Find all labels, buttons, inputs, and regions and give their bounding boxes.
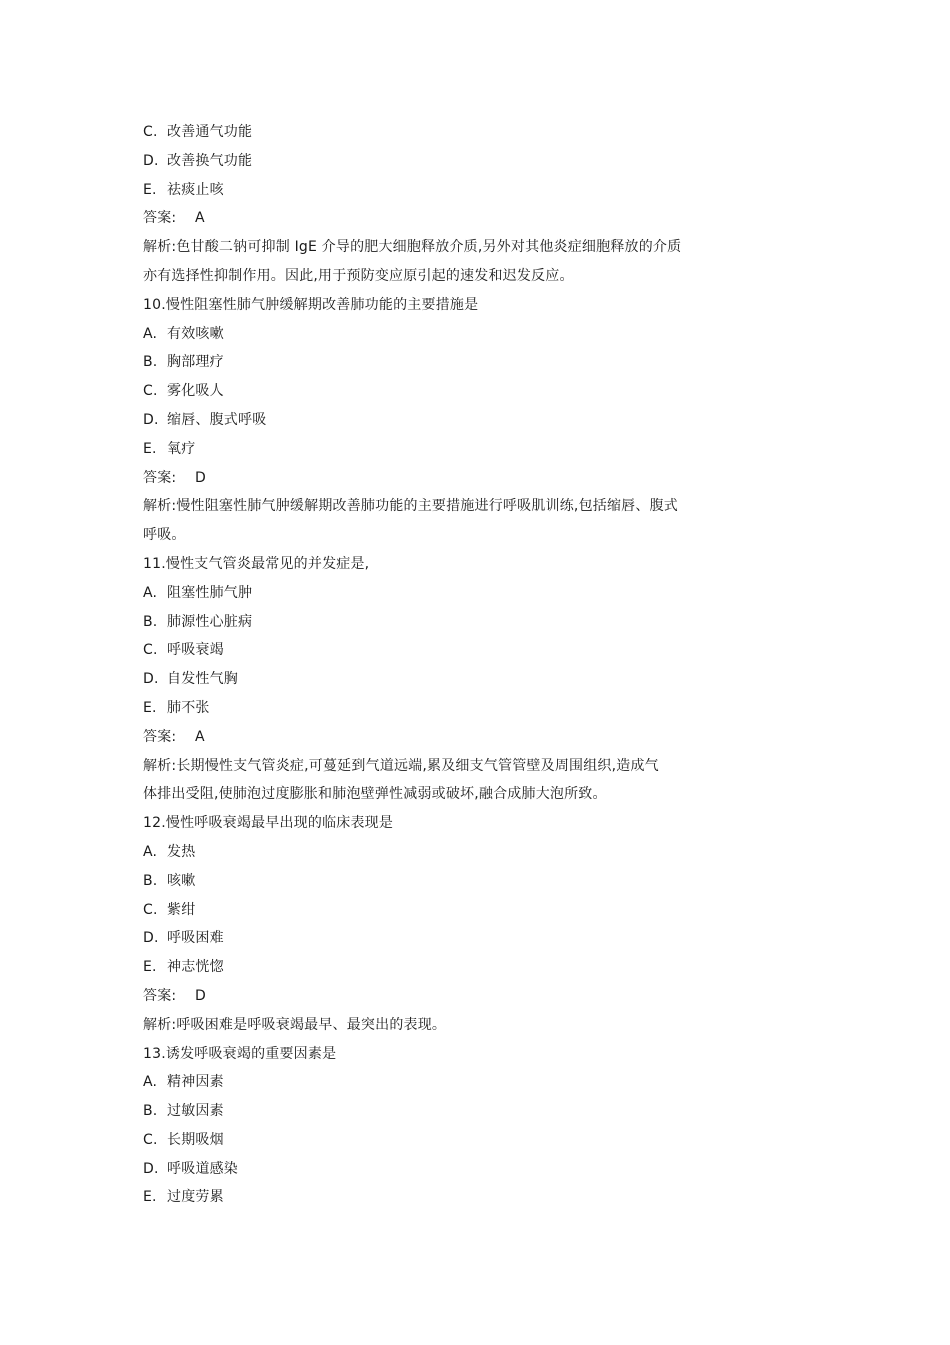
option-letter: D. — [143, 152, 159, 169]
explanation-line: 解析:呼吸困难是呼吸衰竭最早、最突出的表现。 — [143, 1016, 447, 1033]
question-stem: 10.慢性阻塞性肺气肿缓解期改善肺功能的主要措施是 — [143, 296, 479, 313]
answer-option — [143, 176, 763, 205]
option-text: 神志恍惚 — [167, 959, 224, 976]
answer-option — [143, 1068, 763, 1097]
answer-line — [143, 982, 763, 1011]
answer-option — [143, 1155, 763, 1184]
answer-value: A — [195, 210, 205, 227]
explanation-line: 呼吸。 — [143, 527, 186, 544]
explanation-line: 亦有选择性抑制作用。因此,用于预防变应原引起的速发和迟发反应。 — [143, 267, 574, 284]
option-letter: B. — [143, 872, 158, 889]
question-content — [143, 118, 763, 1212]
option-letter: D. — [143, 1160, 159, 1177]
option-text: 过敏因素 — [167, 1103, 224, 1120]
answer-option — [143, 665, 763, 694]
explanation-line: 解析:长期慢性支气管炎症,可蔓延到气道远端,累及细支气管管壁及周围组织,造成气 — [143, 757, 659, 774]
answer-option — [143, 1097, 763, 1126]
option-letter: D. — [143, 411, 159, 428]
answer-option — [143, 1183, 763, 1212]
option-text: 发热 — [167, 843, 196, 860]
option-letter: E. — [143, 440, 157, 457]
option-text: 雾化吸人 — [167, 383, 224, 400]
option-letter: C. — [143, 1131, 158, 1148]
explanation-line: 解析:色甘酸二钠可抑制 IgE 介导的肥大细胞释放介质,另外对其他炎症细胞释放的介质 — [143, 239, 682, 256]
answer-option — [143, 694, 763, 723]
option-text: 咳嗽 — [167, 872, 196, 889]
option-text: 呼吸衰竭 — [167, 642, 224, 659]
answer-value: D — [195, 469, 206, 486]
answer-option — [143, 118, 763, 147]
option-letter: E. — [143, 959, 157, 976]
answer-label: 答案: — [143, 987, 177, 1004]
answer-option — [143, 147, 763, 176]
answer-option — [143, 377, 763, 406]
answer-option — [143, 838, 763, 867]
answer-option — [143, 867, 763, 896]
option-letter: D. — [143, 930, 159, 947]
option-text: 精神因素 — [167, 1074, 224, 1091]
option-text: 过度劳累 — [167, 1189, 224, 1206]
option-letter: A. — [143, 325, 158, 342]
option-text: 改善通气功能 — [167, 124, 253, 140]
option-text: 紫绀 — [167, 901, 196, 918]
answer-value: A — [195, 728, 205, 745]
option-letter: E. — [143, 181, 157, 198]
option-letter: A. — [143, 584, 158, 601]
option-text: 祛痰止咳 — [167, 181, 224, 198]
question-stem: 11.慢性支气管炎最常见的并发症是, — [143, 555, 370, 572]
answer-option — [143, 1126, 763, 1155]
answer-line — [143, 204, 763, 233]
answer-line — [143, 723, 763, 752]
option-letter: E. — [143, 1189, 157, 1206]
option-letter: E. — [143, 699, 157, 716]
option-text: 自发性气胸 — [167, 671, 238, 688]
answer-line — [143, 464, 763, 493]
answer-option — [143, 636, 763, 665]
option-text: 缩唇、腹式呼吸 — [167, 411, 267, 428]
option-letter: C. — [143, 642, 158, 659]
answer-option — [143, 953, 763, 982]
answer-label: 答案: — [143, 210, 177, 227]
option-letter: B. — [143, 613, 158, 630]
question-stem: 12.慢性呼吸衰竭最早出现的临床表现是 — [143, 815, 394, 832]
answer-label: 答案: — [143, 469, 177, 486]
answer-option — [143, 320, 763, 349]
option-text: 呼吸困难 — [167, 930, 224, 947]
answer-option — [143, 896, 763, 925]
question-stem: 13.诱发呼吸衰竭的重要因素是 — [143, 1045, 337, 1062]
answer-option — [143, 608, 763, 637]
option-letter: B. — [143, 1103, 158, 1120]
option-letter: C. — [143, 124, 158, 140]
answer-value: D — [195, 987, 206, 1004]
explanation-line: 解析:慢性阻塞性肺气肿缓解期改善肺功能的主要措施进行呼吸肌训练,包括缩唇、腹式 — [143, 498, 678, 515]
option-text: 呼吸道感染 — [167, 1160, 238, 1177]
option-text: 长期吸烟 — [167, 1131, 224, 1148]
option-letter: C. — [143, 383, 158, 400]
answer-option — [143, 406, 763, 435]
option-text: 氧疗 — [167, 440, 196, 457]
option-text: 改善换气功能 — [167, 152, 253, 169]
answer-option — [143, 924, 763, 953]
option-letter: C. — [143, 901, 158, 918]
answer-option — [143, 579, 763, 608]
answer-label: 答案: — [143, 728, 177, 745]
option-text: 肺不张 — [167, 699, 210, 716]
explanation-line: 体排出受阻,使肺泡过度膨胀和肺泡壁弹性减弱或破坏,融合成肺大泡所致。 — [143, 786, 607, 803]
answer-option — [143, 348, 763, 377]
answer-option — [143, 435, 763, 464]
option-text: 肺源性心脏病 — [167, 613, 253, 630]
option-letter: D. — [143, 671, 159, 688]
option-letter: A. — [143, 1074, 158, 1091]
option-letter: B. — [143, 354, 158, 371]
option-text: 胸部理疗 — [167, 354, 224, 371]
option-text: 有效咳嗽 — [167, 325, 224, 342]
option-letter: A. — [143, 843, 158, 860]
option-text: 阻塞性肺气肿 — [167, 584, 253, 601]
